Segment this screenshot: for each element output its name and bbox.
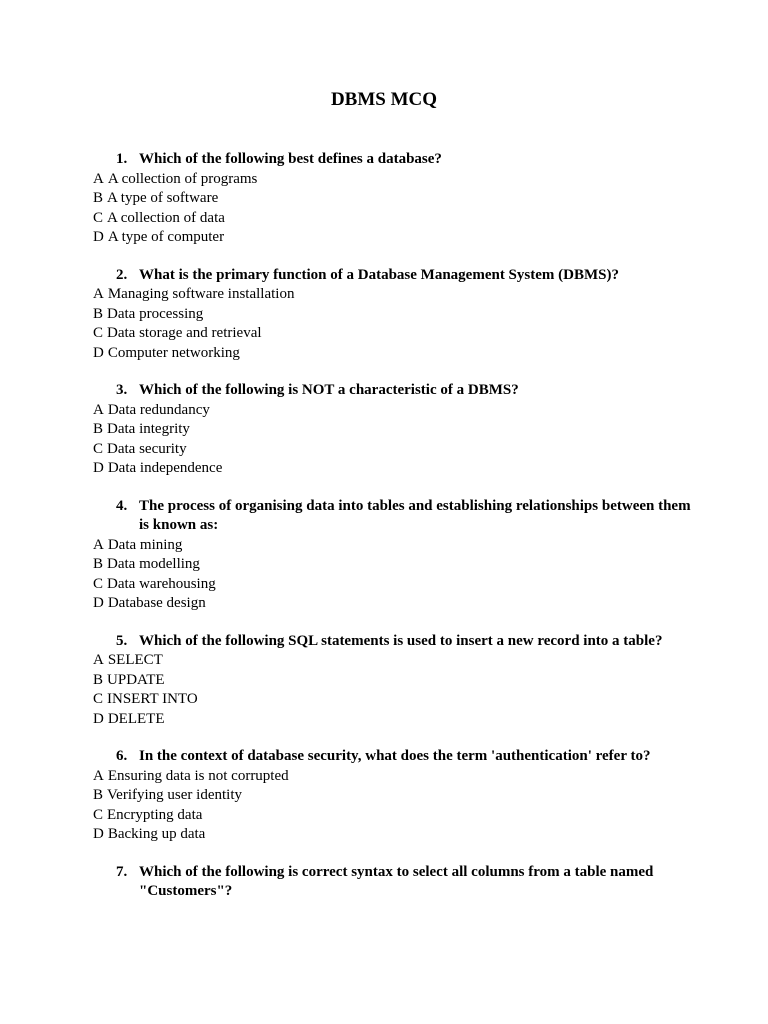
option-a: A Data redundancy [93, 401, 210, 418]
option-b: B A type of software [93, 190, 219, 206]
option-list [93, 401, 693, 479]
question-text: The process of organising data into tables and establishing relationships between them is known as: [139, 497, 691, 533]
option-list [93, 651, 693, 729]
question-heading [93, 381, 693, 401]
option-d: D A type of computer [93, 229, 225, 245]
question-number: 7. [116, 863, 128, 880]
question-2 [93, 266, 693, 364]
option-list [93, 170, 693, 248]
question-text: Which of the following is NOT a characteristic of a DBMS? [139, 382, 519, 398]
option-c: C Data warehousing [93, 575, 216, 592]
question-5 [93, 632, 693, 730]
option-a: A Data mining [93, 536, 183, 553]
question-7 [93, 863, 693, 902]
option-a: A Managing software installation [93, 286, 295, 302]
option-c: C INSERT INTO [93, 691, 198, 707]
option-list [93, 767, 693, 845]
option-b: B Data modelling [93, 556, 200, 572]
option-b: B UPDATE [93, 671, 165, 688]
option-b: B Data integrity [93, 421, 190, 437]
question-number: 4. [116, 497, 128, 514]
option-a: A A collection of programs [93, 170, 258, 187]
question-number: 6. [116, 748, 128, 764]
question-number: 1. [116, 151, 128, 167]
question-text: Which of the following SQL statements is used to insert a new record into a table? [139, 632, 663, 649]
option-list [93, 536, 693, 614]
question-heading [93, 747, 693, 767]
question-heading [93, 632, 693, 652]
question-text: What is the primary function of a Database Management System (DBMS)? [139, 266, 619, 283]
question-6 [93, 747, 693, 845]
question-heading [93, 266, 693, 286]
option-c: C Data storage and retrieval [93, 325, 262, 341]
question-1 [93, 150, 693, 248]
option-d: D DELETE [93, 710, 165, 727]
question-heading [93, 863, 693, 902]
option-b: B Verifying user identity [93, 787, 242, 803]
option-d: D Backing up data [93, 826, 206, 842]
option-list [93, 285, 693, 363]
question-number: 3. [116, 382, 128, 398]
option-b: B Data processing [93, 305, 204, 322]
option-a: A Ensuring data is not corrupted [93, 767, 289, 784]
question-text: Which of the following is correct syntax to select all columns from a table named "Customers"? [139, 863, 654, 899]
option-c: C Data security [93, 440, 187, 457]
option-c: C Encrypting data [93, 806, 203, 823]
question-4 [93, 497, 693, 614]
option-c: C A collection of data [93, 209, 225, 226]
question-number: 5. [116, 632, 128, 649]
question-heading [93, 150, 693, 170]
page-title: DBMS MCQ [330, 89, 438, 110]
option-a: A SELECT [93, 652, 163, 668]
question-3 [93, 381, 693, 479]
option-d: D Data independence [93, 460, 223, 476]
question-list [93, 150, 693, 920]
question-text: In the context of database security, what does the term 'authentication' refer to? [139, 748, 651, 764]
question-number: 2. [116, 266, 128, 283]
question-heading [93, 497, 693, 536]
option-d: D Database design [93, 595, 206, 611]
question-text: Which of the following best defines a database? [139, 151, 442, 167]
option-d: D Computer networking [93, 344, 240, 361]
